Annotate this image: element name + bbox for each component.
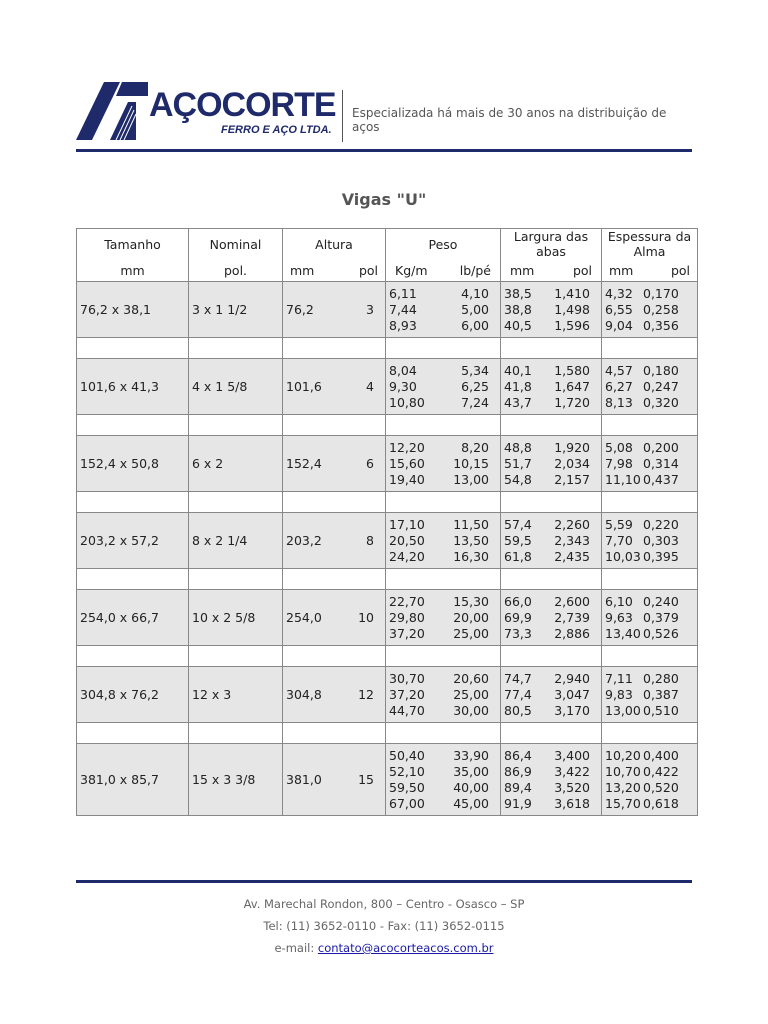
acocorte-logo-icon [76, 82, 148, 140]
tamanho-cell: 152,4 x 50,8 [80, 456, 159, 471]
peso-kgm-cell: 7,44 [389, 301, 417, 317]
vigas-table [76, 228, 698, 816]
largura-pol-cell: 1,580 [554, 362, 590, 378]
espessura-mm-cell: 13,20 [605, 779, 641, 795]
largura-mm-cell: 38,8 [504, 301, 532, 317]
peso-lbpe-cell: 5,34 [461, 362, 489, 378]
tamanho-cell: 254,0 x 66,7 [80, 610, 159, 625]
largura-mm-cell: 69,9 [504, 609, 532, 625]
page-header [76, 82, 692, 152]
largura-pol-cell: 3,618 [554, 795, 590, 811]
peso-lbpe-cell: 13,00 [453, 471, 489, 487]
largura-pol-cell: 2,157 [554, 471, 590, 487]
peso-kgm-cell: 37,20 [389, 686, 425, 702]
largura-mm-cell: 66,0 [504, 593, 532, 609]
spacer-row [77, 415, 698, 436]
espessura-pol-cell: 0,258 [643, 301, 679, 317]
peso-lbpe-cell: 20,00 [453, 609, 489, 625]
peso-lbpe-cell: 13,50 [453, 532, 489, 548]
peso-lbpe-cell: 6,00 [461, 317, 489, 333]
nominal-cell: 12 x 3 [192, 687, 232, 702]
header-divider [342, 90, 343, 142]
espessura-pol-cell: 0,400 [643, 747, 679, 763]
espessura-mm-cell: 7,70 [605, 532, 633, 548]
espessura-pol-cell: 0,526 [643, 625, 679, 641]
altura-mm-cell: 76,2 [286, 302, 314, 317]
col-peso: Peso [386, 229, 501, 260]
table-row [77, 359, 698, 415]
tagline: Especializada há mais de 30 anos na distribuição de aços [352, 106, 667, 134]
spacer-row [77, 338, 698, 359]
altura-pol-cell: 3 [366, 302, 374, 317]
espessura-pol-cell: 0,280 [643, 670, 679, 686]
peso-kgm-cell: 9,30 [389, 378, 417, 394]
footer-phone: Tel: (11) 3652-0110 - Fax: (11) 3652-0115 [263, 919, 505, 933]
largura-mm-cell: 41,8 [504, 378, 532, 394]
espessura-mm-cell: 6,27 [605, 378, 633, 394]
table-row [77, 667, 698, 723]
footer-email-line [0, 941, 768, 955]
altura-pol-cell: 8 [366, 533, 374, 548]
espessura-pol-cell: 0,247 [643, 378, 679, 394]
largura-pol-cell: 3,170 [554, 702, 590, 718]
peso-kgm-cell: 22,70 [389, 593, 425, 609]
peso-lbpe-cell: 33,90 [453, 747, 489, 763]
espessura-pol-cell: 0,180 [643, 362, 679, 378]
largura-pol-cell: 2,343 [554, 532, 590, 548]
peso-kgm-cell: 8,04 [389, 362, 417, 378]
tamanho-cell: 76,2 x 38,1 [80, 302, 152, 317]
peso-lbpe-cell: 40,00 [453, 779, 489, 795]
peso-lbpe-cell: 8,20 [461, 439, 489, 455]
largura-mm-cell: 73,3 [504, 625, 532, 641]
largura-pol-cell: 2,886 [554, 625, 590, 641]
nominal-cell: 6 x 2 [192, 456, 224, 471]
largura-mm-cell: 89,4 [504, 779, 532, 795]
spacer-row [77, 646, 698, 667]
peso-kgm-cell: 19,40 [389, 471, 425, 487]
peso-kgm-cell: 10,80 [389, 394, 425, 410]
largura-pol-cell: 2,034 [554, 455, 590, 471]
espessura-pol-cell: 0,379 [643, 609, 679, 625]
peso-lbpe-cell: 11,50 [453, 516, 489, 532]
footer-email-label: e-mail: [274, 941, 318, 955]
espessura-mm-cell: 8,13 [605, 394, 633, 410]
col-espessura: Espessura da Alma [602, 229, 698, 260]
peso-lbpe-cell: 16,30 [453, 548, 489, 564]
brand-name: AÇOCORTE [149, 86, 336, 124]
peso-kgm-cell: 24,20 [389, 548, 425, 564]
nominal-cell: 10 x 2 5/8 [192, 610, 256, 625]
espessura-mm-cell: 15,70 [605, 795, 641, 811]
peso-lbpe-cell: 10,15 [453, 455, 489, 471]
table-row [77, 282, 698, 338]
unit-kgm: Kg/m [395, 262, 428, 278]
peso-kgm-cell: 8,93 [389, 317, 417, 333]
espessura-mm-cell: 13,00 [605, 702, 641, 718]
peso-lbpe-cell: 4,10 [461, 285, 489, 301]
unit-pol: pol. [189, 259, 283, 282]
peso-kgm-cell: 44,70 [389, 702, 425, 718]
largura-mm-cell: 80,5 [504, 702, 532, 718]
unit-pol: pol [670, 262, 690, 278]
tamanho-cell: 304,8 x 76,2 [80, 687, 159, 702]
largura-mm-cell: 43,7 [504, 394, 532, 410]
unit-mm: mm [77, 259, 189, 282]
espessura-mm-cell: 10,70 [605, 763, 641, 779]
espessura-pol-cell: 0,320 [643, 394, 679, 410]
largura-pol-cell: 3,422 [554, 763, 590, 779]
largura-mm-cell: 77,4 [504, 686, 532, 702]
table-row [77, 744, 698, 816]
espessura-mm-cell: 11,10 [605, 471, 641, 487]
unit-mm: mm [609, 262, 634, 278]
peso-kgm-cell: 29,80 [389, 609, 425, 625]
largura-pol-cell: 2,435 [554, 548, 590, 564]
peso-kgm-cell: 59,50 [389, 779, 425, 795]
largura-mm-cell: 59,5 [504, 532, 532, 548]
largura-pol-cell: 2,940 [554, 670, 590, 686]
espessura-mm-cell: 7,11 [605, 670, 633, 686]
espessura-pol-cell: 0,170 [643, 285, 679, 301]
footer-address: Av. Marechal Rondon, 800 – Centro - Osasco – SP [243, 897, 525, 911]
largura-mm-cell: 51,7 [504, 455, 532, 471]
peso-lbpe-cell: 15,30 [453, 593, 489, 609]
espessura-pol-cell: 0,510 [643, 702, 679, 718]
peso-kgm-cell: 20,50 [389, 532, 425, 548]
largura-mm-cell: 57,4 [504, 516, 532, 532]
espessura-mm-cell: 6,10 [605, 593, 633, 609]
largura-pol-cell: 1,498 [554, 301, 590, 317]
peso-lbpe-cell: 25,00 [453, 686, 489, 702]
unit-pol: pol [358, 262, 378, 278]
altura-mm-cell: 381,0 [286, 772, 322, 787]
largura-mm-cell: 74,7 [504, 670, 532, 686]
page-title: Vigas "U" [341, 190, 427, 209]
peso-kgm-cell: 37,20 [389, 625, 425, 641]
peso-kgm-cell: 15,60 [389, 455, 425, 471]
spacer-row [77, 492, 698, 513]
peso-lbpe-cell: 6,25 [461, 378, 489, 394]
peso-lbpe-cell: 35,00 [453, 763, 489, 779]
largura-pol-cell: 1,410 [554, 285, 590, 301]
altura-pol-cell: 15 [358, 772, 374, 787]
espessura-pol-cell: 0,395 [643, 548, 679, 564]
header-rule [76, 149, 692, 152]
largura-mm-cell: 38,5 [504, 285, 532, 301]
col-altura: Altura [283, 229, 386, 260]
espessura-pol-cell: 0,422 [643, 763, 679, 779]
largura-mm-cell: 40,5 [504, 317, 532, 333]
espessura-pol-cell: 0,240 [643, 593, 679, 609]
altura-pol-cell: 4 [366, 379, 374, 394]
espessura-mm-cell: 5,59 [605, 516, 633, 532]
espessura-pol-cell: 0,387 [643, 686, 679, 702]
espessura-pol-cell: 0,200 [643, 439, 679, 455]
largura-mm-cell: 54,8 [504, 471, 532, 487]
espessura-pol-cell: 0,520 [643, 779, 679, 795]
espessura-mm-cell: 6,55 [605, 301, 633, 317]
espessura-pol-cell: 0,618 [643, 795, 679, 811]
espessura-pol-cell: 0,303 [643, 532, 679, 548]
peso-kgm-cell: 50,40 [389, 747, 425, 763]
unit-mm: mm [510, 262, 535, 278]
largura-pol-cell: 2,260 [554, 516, 590, 532]
unit-lbpe: lb/pé [459, 262, 491, 278]
peso-kgm-cell: 12,20 [389, 439, 425, 455]
altura-pol-cell: 6 [366, 456, 374, 471]
altura-pol-cell: 10 [358, 610, 374, 625]
peso-lbpe-cell: 45,00 [453, 795, 489, 811]
table-header-row [77, 229, 698, 260]
peso-lbpe-cell: 7,24 [461, 394, 489, 410]
espessura-mm-cell: 13,40 [605, 625, 641, 641]
peso-lbpe-cell: 25,00 [453, 625, 489, 641]
largura-pol-cell: 3,520 [554, 779, 590, 795]
espessura-pol-cell: 0,314 [643, 455, 679, 471]
altura-mm-cell: 304,8 [286, 687, 322, 702]
brand-subtitle: FERRO E AÇO LTDA. [221, 124, 332, 136]
altura-mm-cell: 152,4 [286, 456, 322, 471]
peso-lbpe-cell: 20,60 [453, 670, 489, 686]
espessura-pol-cell: 0,356 [643, 317, 679, 333]
largura-pol-cell: 1,647 [554, 378, 590, 394]
nominal-cell: 8 x 2 1/4 [192, 533, 248, 548]
largura-mm-cell: 86,4 [504, 747, 532, 763]
unit-pol: pol [572, 262, 592, 278]
nominal-cell: 4 x 1 5/8 [192, 379, 248, 394]
largura-mm-cell: 40,1 [504, 362, 532, 378]
nominal-cell: 3 x 1 1/2 [192, 302, 248, 317]
espessura-mm-cell: 9,63 [605, 609, 633, 625]
col-largura: Largura das abas [501, 229, 602, 260]
espessura-mm-cell: 10,20 [605, 747, 641, 763]
table-row [77, 436, 698, 492]
tamanho-cell: 203,2 x 57,2 [80, 533, 159, 548]
peso-kgm-cell: 67,00 [389, 795, 425, 811]
table-row [77, 513, 698, 569]
espessura-mm-cell: 4,32 [605, 285, 633, 301]
peso-lbpe-cell: 5,00 [461, 301, 489, 317]
espessura-mm-cell: 9,83 [605, 686, 633, 702]
largura-pol-cell: 2,600 [554, 593, 590, 609]
table-row [77, 590, 698, 646]
espessura-mm-cell: 5,08 [605, 439, 633, 455]
spacer-row [77, 723, 698, 744]
altura-mm-cell: 254,0 [286, 610, 322, 625]
espessura-mm-cell: 7,98 [605, 455, 633, 471]
email-link[interactable]: contato@acocorteacos.com.br [317, 941, 494, 955]
tamanho-cell: 101,6 x 41,3 [80, 379, 159, 394]
peso-kgm-cell: 30,70 [389, 670, 425, 686]
peso-kgm-cell: 17,10 [389, 516, 425, 532]
table-unit-row [77, 259, 698, 282]
largura-pol-cell: 2,739 [554, 609, 590, 625]
largura-mm-cell: 86,9 [504, 763, 532, 779]
nominal-cell: 15 x 3 3/8 [192, 772, 256, 787]
tamanho-cell: 381,0 x 85,7 [80, 772, 159, 787]
peso-kgm-cell: 6,11 [389, 285, 417, 301]
espessura-pol-cell: 0,220 [643, 516, 679, 532]
largura-pol-cell: 1,720 [554, 394, 590, 410]
largura-mm-cell: 61,8 [504, 548, 532, 564]
espessura-mm-cell: 4,57 [605, 362, 633, 378]
altura-mm-cell: 101,6 [286, 379, 322, 394]
altura-pol-cell: 12 [358, 687, 374, 702]
unit-mm: mm [290, 262, 315, 278]
espessura-mm-cell: 10,03 [605, 548, 641, 564]
altura-mm-cell: 203,2 [286, 533, 322, 548]
largura-pol-cell: 3,400 [554, 747, 590, 763]
col-tamanho: Tamanho [77, 229, 189, 260]
peso-kgm-cell: 52,10 [389, 763, 425, 779]
footer-rule [76, 880, 692, 883]
espessura-pol-cell: 0,437 [643, 471, 679, 487]
largura-pol-cell: 1,596 [554, 317, 590, 333]
largura-pol-cell: 1,920 [554, 439, 590, 455]
largura-mm-cell: 48,8 [504, 439, 532, 455]
col-nominal: Nominal [189, 229, 283, 260]
peso-lbpe-cell: 30,00 [453, 702, 489, 718]
largura-pol-cell: 3,047 [554, 686, 590, 702]
largura-mm-cell: 91,9 [504, 795, 532, 811]
espessura-mm-cell: 9,04 [605, 317, 633, 333]
spacer-row [77, 569, 698, 590]
